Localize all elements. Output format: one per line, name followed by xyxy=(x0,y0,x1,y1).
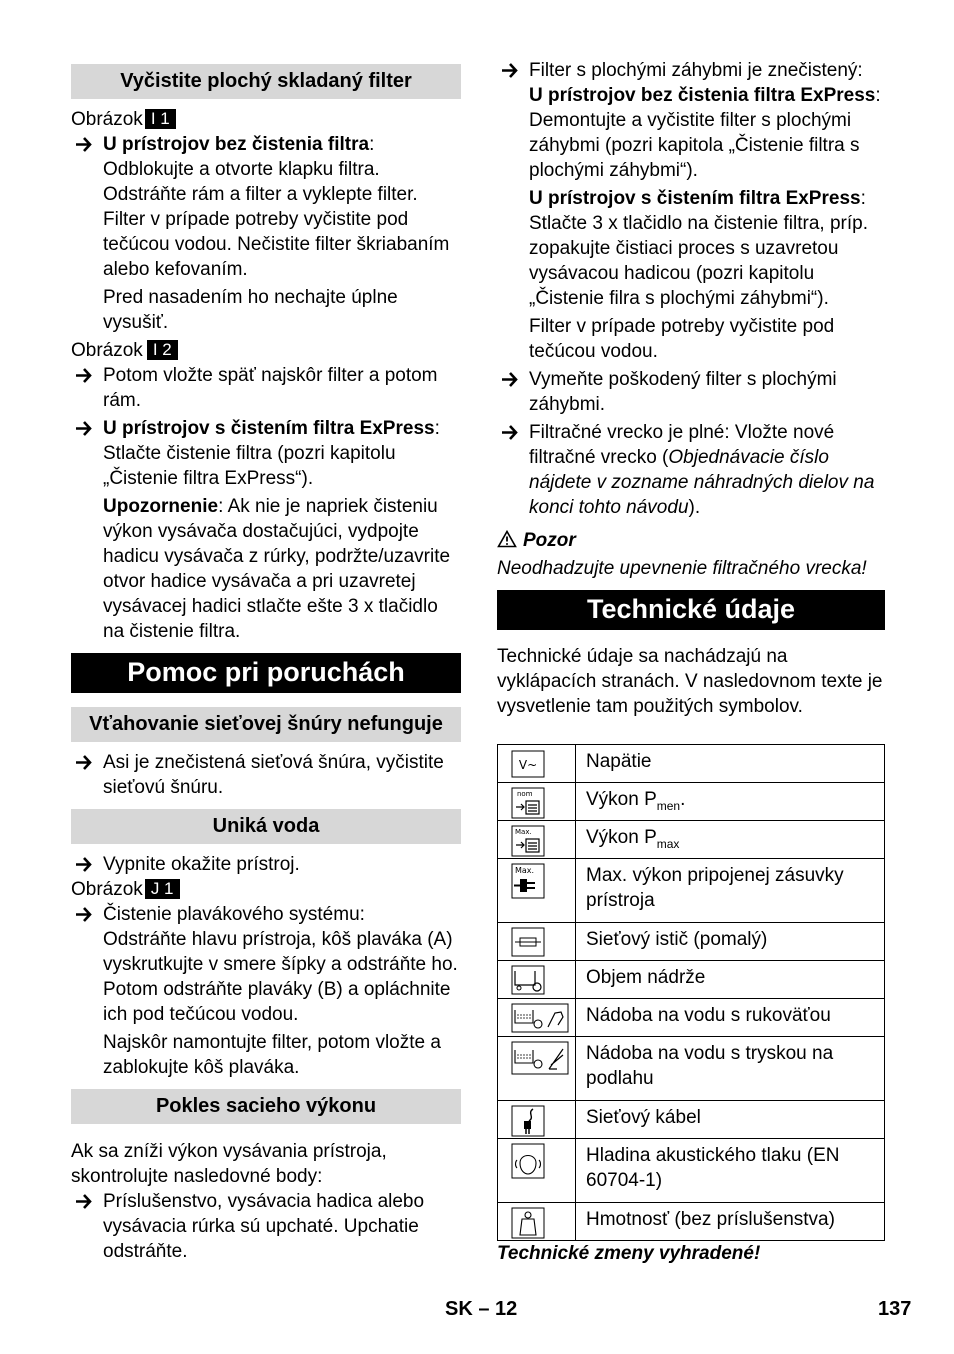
symbol-description: Sieťový istič (pomalý) xyxy=(576,923,885,961)
table-row xyxy=(498,1139,885,1203)
water-container-floor-nozzle-icon xyxy=(511,1041,569,1075)
bullet-item: Potom vložte späť najskôr filter a potom rám. xyxy=(71,363,461,413)
voltage-icon xyxy=(511,749,545,779)
bullet-item: Filter s plochými záhybmi je znečistený: xyxy=(497,58,885,83)
symbol-description: Napätie xyxy=(576,745,885,783)
bullet-item: Čistenie plavákového systému: xyxy=(71,902,461,927)
figure-ref-i1: Obrázok I 1 xyxy=(71,107,461,132)
symbol-description: Hmotnosť (bez príslušenstva) xyxy=(576,1203,885,1241)
socket-icon-label: Max. xyxy=(515,866,535,875)
right-column xyxy=(497,58,885,1266)
table-row xyxy=(498,923,885,961)
table-row xyxy=(498,1203,885,1241)
paragraph: Odstráňte hlavu prístroja, kôš plaváka (A) vyskrutkujte v smere šípky a odstráňte ho. Potom odstráňte plaváky (B) a opláchnite ich pod tečúcou vodou. xyxy=(103,929,458,1025)
paragraph: Pred nasadením ho nechajte úplne vysušiť. xyxy=(103,287,398,333)
heading-technical-data: Technické údaje xyxy=(497,590,885,630)
arrow-icon xyxy=(501,58,519,83)
bullet-item: U prístrojov bez čistenia filtra: xyxy=(71,132,461,157)
symbols-table xyxy=(497,744,885,1241)
symbol-cell xyxy=(498,1037,576,1101)
paragraph: Technické údaje sa nachádzajú na vyklápacích stranách. V nasledovnom texte je vysvetlenie tam použitých symbolov. xyxy=(497,646,883,717)
bullet-item: Vypnite okažite prístroj. xyxy=(71,852,461,877)
max-icon-label: Max. xyxy=(515,828,532,836)
paragraph: Odblokujte a otvorte klapku filtra. Odstráňte rám a filter a vyklepte filter. Filter v prípade potreby vyčistite pod tečúcou vodou. Nečistite filter škriabaním alebo kefovaním. xyxy=(103,159,450,280)
symbol-description: Nádoba na vodu s rukoväťou xyxy=(576,999,885,1037)
paragraph: Najskôr namontujte filter, potom vložte a zablokujte kôš plaváka. xyxy=(103,1032,441,1078)
note-paragraph: Upozornenie: Ak nie je napriek čisteniu výkon vysávača dostačujúci, vydpojte hadicu vysávača z rúrky, podržte/uzavrite otvor hadice vysávača a pri uzavretej vysávacej hadici stlačte ešte 3 x tlačidlo na čistenie filtra. xyxy=(103,496,451,642)
symbol-description: Sieťový kábel xyxy=(576,1101,885,1139)
warning-heading: Pozor xyxy=(497,528,885,553)
heading-cord: Vťahovanie sieťovej šnúry nefunguje xyxy=(71,707,461,742)
figure-ref-j1: Obrázok J 1 xyxy=(71,877,461,902)
page-number: 137 xyxy=(878,1298,912,1320)
table-row xyxy=(498,961,885,999)
arrow-icon xyxy=(75,902,93,927)
arrow-icon xyxy=(501,367,519,392)
paragraph: Filter v prípade potreby vyčistite pod tečúcou vodou. xyxy=(529,316,835,362)
symbol-description: Výkon $P_{men}$. xyxy=(576,783,885,821)
symbol-cell xyxy=(498,923,576,961)
symbol-description: Výkon $P_{max}$ xyxy=(576,821,885,859)
bullet-item: Filtračné vrecko je plné: Vložte nové filtračné vrecko (Objednávacie číslo nájdete v zozname náhradných dielov na konci tohto návodu). xyxy=(497,420,885,520)
figure-ref-i2: Obrázok I 2 xyxy=(71,338,461,363)
arrow-icon xyxy=(75,363,93,388)
symbol-description: Hladina akustického tlaku (EN 60704-1) xyxy=(576,1139,885,1203)
water-container-handle-icon xyxy=(511,1003,569,1033)
symbol-cell xyxy=(498,1139,576,1203)
tank-volume-icon xyxy=(511,965,545,995)
warning-text: Neodhadzujte upevnenie filtračného vrecka! xyxy=(497,558,867,579)
bullet-item: Príslušenstvo, vysávacia hadica alebo vysávacia rúrka sú upchaté. Upchatie odstráňte. xyxy=(71,1189,461,1264)
weight-icon xyxy=(511,1207,545,1239)
symbol-cell xyxy=(498,821,576,859)
symbol-description: Nádoba na vodu s tryskou na podlahu xyxy=(576,1037,885,1101)
arrow-icon xyxy=(75,852,93,877)
symbol-cell xyxy=(498,1203,576,1241)
heading-troubleshooting: Pomoc pri poruchách xyxy=(71,653,461,693)
table-row xyxy=(498,783,885,821)
table-row xyxy=(498,999,885,1037)
warning-triangle-icon xyxy=(497,530,517,548)
paragraph: Ak sa zníži výkon vysávania prístroja, skontrolujte nasledovné body: xyxy=(71,1141,387,1187)
nominal-power-icon xyxy=(511,787,545,819)
symbol-description: Max. výkon pripojenej zásuvky prístroja xyxy=(576,859,885,923)
heading-suction: Pokles sacieho výkonu xyxy=(71,1089,461,1124)
nominal-icon-label: nom xyxy=(517,790,533,798)
symbol-cell xyxy=(498,783,576,821)
symbol-cell xyxy=(498,745,576,783)
bullet-item: Vymeňte poškodený filter s plochými záhybmi. xyxy=(497,367,885,417)
heading-water-leak: Uniká voda xyxy=(71,809,461,844)
technical-changes-note: Technické zmeny vyhradené! xyxy=(497,1243,761,1264)
figure-box: I 2 xyxy=(147,340,178,360)
arrow-icon xyxy=(75,416,93,441)
table-row xyxy=(498,1101,885,1139)
heading-flat-filter: Vyčistite plochý skladaný filter xyxy=(71,64,461,99)
figure-box: I 1 xyxy=(145,109,176,129)
symbol-cell xyxy=(498,1101,576,1139)
table-row xyxy=(498,821,885,859)
symbol-cell xyxy=(498,859,576,923)
fuse-icon xyxy=(511,927,545,957)
power-cable-icon xyxy=(511,1105,545,1137)
socket-max-power-icon xyxy=(511,863,545,899)
table-row xyxy=(498,1037,885,1101)
bullet-item: Asi je znečistená sieťová šnúra, vyčistite sieťovú šnúru. xyxy=(71,750,461,800)
paragraph: U prístrojov s čistením filtra ExPress: Stlačte 3 x tlačidlo na čistenie filtra, príp. zopakujte čistiaci proces s uzavretou vysávacou hadicou (pozri kapitolu „Čistenie filra s plochými záhybmi“). xyxy=(529,188,868,309)
arrow-icon xyxy=(75,132,93,157)
symbol-description: Objem nádrže xyxy=(576,961,885,999)
footer-section: SK – 12 xyxy=(445,1298,518,1320)
table-row xyxy=(498,859,885,923)
arrow-icon xyxy=(75,1189,93,1214)
bullet-item: U prístrojov s čistením filtra ExPress: Stlačte čistenie filtra (pozri kapitolu „Čistenie filtra ExPress“). xyxy=(71,416,461,491)
figure-box: J 1 xyxy=(145,879,180,899)
voltage-icon-label: V~ xyxy=(518,758,538,772)
symbol-cell xyxy=(498,999,576,1037)
paragraph: U prístrojov bez čistenia filtra ExPress: Demontujte a vyčistite filter s plochými záhybmi (pozri kapitola „Čistenie filtra s plochými záhybmi“). xyxy=(529,85,881,181)
symbol-cell xyxy=(498,961,576,999)
left-column xyxy=(71,58,461,1264)
arrow-icon xyxy=(501,420,519,445)
table-row xyxy=(498,745,885,783)
sound-level-icon xyxy=(511,1143,545,1179)
arrow-icon xyxy=(75,750,93,775)
max-power-icon xyxy=(511,825,545,857)
